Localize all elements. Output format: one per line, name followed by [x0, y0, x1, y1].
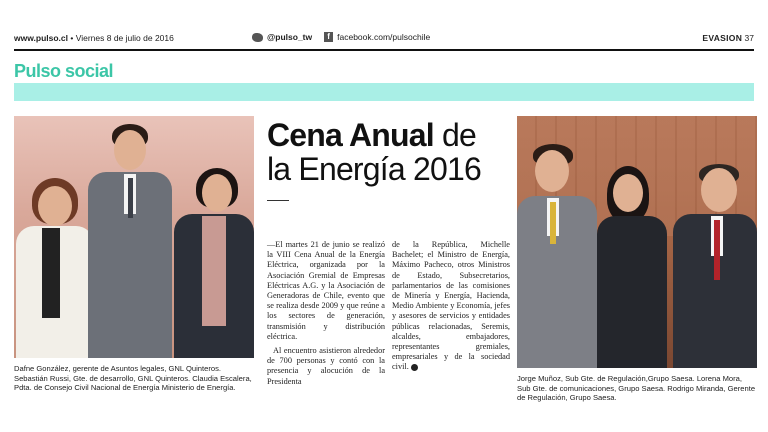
- article-headline: [267, 118, 507, 186]
- facebook-url[interactable]: facebook.com/pulsochile: [337, 32, 431, 42]
- section-name: EVASION: [702, 33, 743, 43]
- page-header: [14, 27, 754, 51]
- photo-caption-left: Dafne González, gerente de Asuntos legales, GNL Quinteros. Sebastián Russi, Gte. de desarrollo, GNL Quinteros. Claudia Escalera, Pdta. de Consejo Civil Nacional de Energía Ministerio de Energía.: [14, 364, 252, 393]
- twitter-icon: [252, 33, 263, 42]
- headline-part1: de: [433, 117, 476, 153]
- section-band: [14, 61, 754, 83]
- social-links: [252, 32, 430, 42]
- twitter-handle[interactable]: @pulso_tw: [267, 32, 313, 42]
- article-column-1: [267, 240, 385, 391]
- article-paragraph: Al encuentro asistieron alrededor de 700 personas y contó con la presencia y alocución de la Presidenta: [267, 346, 385, 386]
- event-photo-right: [517, 116, 757, 368]
- article-column-2: [392, 240, 510, 377]
- headline-bold: Cena Anual: [267, 117, 434, 153]
- event-photo-left: [14, 116, 254, 358]
- section-title: Pulso social: [14, 61, 114, 81]
- photo-caption-right: Jorge Muñoz, Sub Gte. de Regulación,Grupo Saesa. Lorena Mora, Sub Gte. de comunicaciones, Grupo Saesa. Rodrigo Miranda, Gerente de Regulación, Grupo Saesa.: [517, 374, 756, 403]
- article-paragraph: de la República, Michelle Bachelet; el Ministro de Energía, Máximo Pacheco, otros Ministros de Estado, Subsecretarios, parlamentarios de las comisiones de Minería y Energía, Hacienda, Medio Ambiente y Economía, jefes y asesores de servicios y entidades públicas relacionadas, Seremis, alcaldes, embajadores, representantes gremiales, empresariales y de la sociedad civil.: [392, 240, 510, 372]
- headline-rule: [267, 200, 289, 201]
- site-url[interactable]: www.pulso.cl: [14, 33, 68, 43]
- headline-part2: la Energía 2016: [267, 151, 481, 187]
- section-strip: [14, 83, 754, 101]
- facebook-icon: f: [324, 32, 333, 42]
- header-right: [702, 33, 754, 43]
- header-left: [14, 33, 174, 43]
- article-paragraph: —El martes 21 de junio se realizó la VIII Cena Anual de la Energía Eléctrica, organizada por la Asociación Gremial de Empresas Eléctricas A.G. y la Asociación de Generadoras de Chile, evento que se realiza desde 2009 y que reúne a los sectores de generación, transmisión y distribución eléctrica.: [267, 240, 385, 341]
- issue-date: • Viernes 8 de julio de 2016: [70, 33, 174, 43]
- end-mark-icon: [411, 364, 418, 371]
- page-number: 37: [744, 33, 754, 43]
